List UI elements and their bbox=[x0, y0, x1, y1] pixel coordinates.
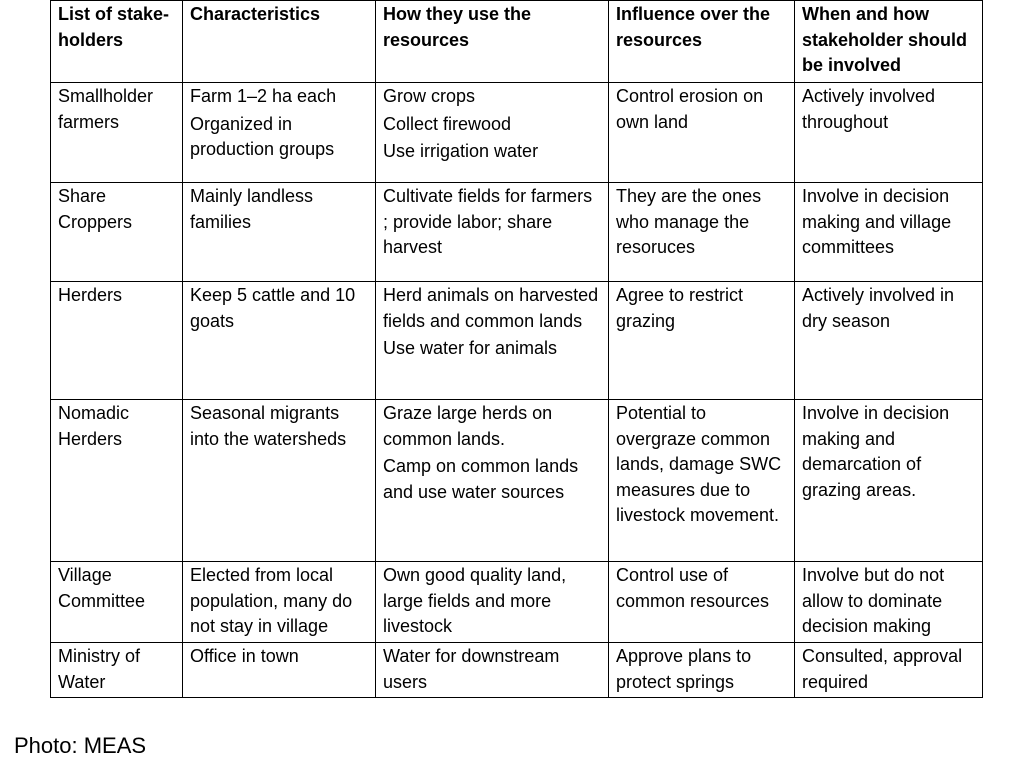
stakeholder-cell bbox=[51, 643, 183, 698]
cell-text: Organized in production groups bbox=[190, 113, 335, 159]
cell-text: Water for downstream users bbox=[383, 646, 560, 692]
influence-cell bbox=[609, 643, 795, 698]
characteristics-cell bbox=[183, 400, 376, 562]
cell-text: Graze large herds on common lands. bbox=[383, 403, 553, 449]
cell-text: Keep 5 cattle and 10 goats bbox=[190, 285, 356, 331]
involvement-cell bbox=[795, 643, 983, 698]
cell-text: Nomadic Herders bbox=[58, 403, 130, 449]
influence-cell bbox=[609, 562, 795, 643]
stakeholder-cell bbox=[51, 282, 183, 400]
stakeholder-cell bbox=[51, 183, 183, 282]
cell-text: Share Croppers bbox=[58, 186, 133, 232]
cell-text: They are the ones who manage the resoruces bbox=[616, 186, 762, 257]
involvement-cell bbox=[795, 562, 983, 643]
table-row bbox=[51, 282, 983, 400]
influence-cell bbox=[609, 400, 795, 562]
cell-text: Involve in decision making and village committees bbox=[802, 186, 952, 257]
involvement-cell bbox=[795, 83, 983, 183]
characteristics-cell bbox=[183, 643, 376, 698]
stakeholder-cell bbox=[51, 562, 183, 643]
characteristics-cell bbox=[183, 83, 376, 183]
resource-use-cell bbox=[376, 400, 609, 562]
cell-text: Herders bbox=[58, 285, 123, 305]
characteristics-cell bbox=[183, 282, 376, 400]
header-stakeholders: List of stake-holders bbox=[51, 1, 183, 83]
table-row bbox=[51, 562, 983, 643]
cell-text: Office in town bbox=[190, 646, 299, 666]
cell-text: Involve but do not allow to dominate decision making bbox=[802, 565, 945, 636]
photo-credit-caption: Photo: MEAS bbox=[14, 733, 147, 758]
cell-text: Collect firewood bbox=[383, 113, 512, 134]
cell-text: Herd animals on harvested fields and common lands bbox=[383, 285, 599, 331]
header-resource-use: How they use the resources bbox=[376, 1, 609, 83]
involvement-cell bbox=[795, 183, 983, 282]
resource-use-cell bbox=[376, 183, 609, 282]
cell-text: Use irrigation water bbox=[383, 141, 539, 161]
header-influence: Influence over the resources bbox=[609, 1, 795, 83]
cell-text: Control erosion on own land bbox=[616, 86, 764, 132]
cell-text: Agree to restrict grazing bbox=[616, 285, 744, 331]
table-row bbox=[51, 400, 983, 562]
stakeholder-table bbox=[50, 0, 983, 698]
resource-use-cell bbox=[376, 562, 609, 643]
cell-text: Grow crops bbox=[383, 86, 476, 106]
stakeholder-cell bbox=[51, 83, 183, 183]
cell-text: Farm 1–2 ha each bbox=[190, 86, 337, 106]
stakeholder-cell bbox=[51, 400, 183, 562]
header-involvement: When and how stakeholder should be involved bbox=[795, 1, 983, 83]
cell-text: Mainly landless families bbox=[190, 186, 314, 232]
influence-cell bbox=[609, 183, 795, 282]
resource-use-cell bbox=[376, 643, 609, 698]
influence-cell bbox=[609, 282, 795, 400]
characteristics-cell bbox=[183, 562, 376, 643]
table-row bbox=[51, 643, 983, 698]
cell-text: Use water for animals bbox=[383, 338, 558, 358]
characteristics-cell bbox=[183, 183, 376, 282]
cell-text: Control use of common resources bbox=[616, 565, 770, 611]
cell-text: Involve in decision making and demarcation of grazing areas. bbox=[802, 403, 950, 500]
cell-text: Own good quality land, large fields and more livestock bbox=[383, 565, 567, 636]
table-header-row bbox=[51, 1, 983, 83]
cell-text: Camp on common lands and use water sources bbox=[383, 456, 579, 502]
header-characteristics: Characteristics bbox=[183, 1, 376, 83]
resource-use-cell bbox=[376, 83, 609, 183]
cell-text: Ministry of Water bbox=[58, 646, 141, 692]
involvement-cell bbox=[795, 282, 983, 400]
cell-text: Elected from local population, many do not stay in village bbox=[190, 565, 353, 636]
cell-text: Village Committee bbox=[58, 565, 146, 611]
cell-text: Seasonal migrants into the watersheds bbox=[190, 403, 347, 449]
table-row bbox=[51, 183, 983, 282]
table-row bbox=[51, 83, 983, 183]
cell-text: Smallholder farmers bbox=[58, 86, 154, 132]
resource-use-cell bbox=[376, 282, 609, 400]
cell-text: Approve plans to protect springs bbox=[616, 646, 752, 692]
cell-text: Actively involved throughout bbox=[802, 86, 936, 132]
influence-cell bbox=[609, 83, 795, 183]
involvement-cell bbox=[795, 400, 983, 562]
cell-text: Consulted, approval required bbox=[802, 646, 963, 692]
cell-text: Potential to overgraze common lands, damage SWC measures due to livestock movement. bbox=[616, 403, 782, 525]
cell-text: Cultivate fields for farmers ; provide labor; share harvest bbox=[383, 186, 593, 257]
cell-text: Actively involved in dry season bbox=[802, 285, 955, 331]
